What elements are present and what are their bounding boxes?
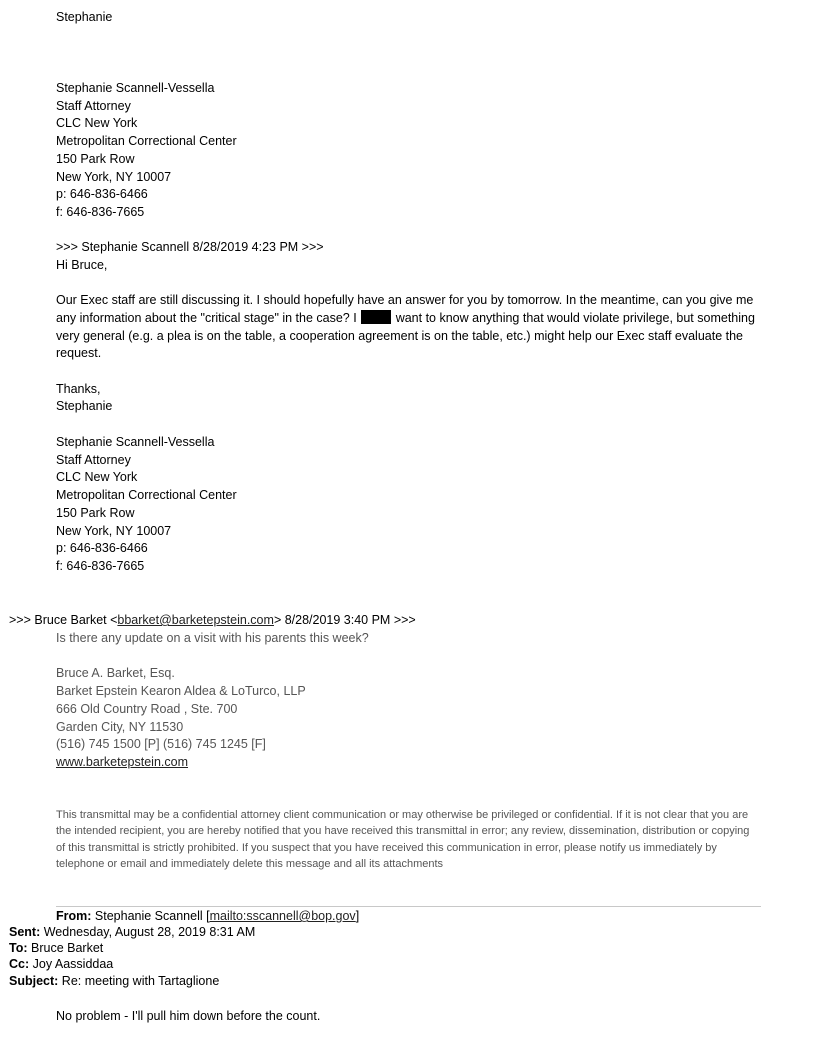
signature-city: New York, NY 10007	[56, 523, 172, 538]
signature-name: Stephanie Scannell-Vessella	[56, 81, 215, 95]
message-1	[56, 239, 761, 416]
signature-facility: Metropolitan Correctional Center	[56, 134, 237, 149]
subject-label: Subject:	[9, 973, 59, 988]
header-suffix: > 8/28/2019 3:40 PM >>>	[273, 613, 416, 627]
signature-block-2	[56, 434, 237, 576]
signature-block-1	[56, 80, 237, 222]
signature-org: CLC New York	[56, 116, 138, 131]
subject-value: Re: meeting with Tartaglione	[61, 973, 220, 988]
from-close: ]	[355, 909, 360, 923]
signature-org: CLC New York	[56, 470, 138, 485]
from-label: From:	[56, 909, 92, 923]
redaction-box	[361, 310, 391, 324]
disclaimer	[56, 807, 756, 872]
sig-street: 666 Old Country Road , Ste. 700	[56, 701, 238, 716]
message-2-header	[9, 612, 416, 630]
signoff-text: Stephanie	[56, 10, 113, 24]
greeting: Hi Bruce,	[56, 257, 108, 272]
top-signoff	[56, 9, 112, 27]
signoff: Stephanie	[56, 399, 113, 414]
signature-phone: p: 646-836-6466	[56, 187, 148, 202]
message-3-body	[56, 1008, 320, 1026]
message-body: Is there any update on a visit with his parents this week?	[56, 631, 369, 645]
cc-label: Cc:	[9, 957, 30, 972]
signature-fax: f: 646-836-7665	[56, 558, 145, 573]
signature-street: 150 Park Row	[56, 151, 135, 166]
message-header: >>> Stephanie Scannell 8/28/2019 4:23 PM >>>	[56, 240, 324, 254]
body-part-1: Our Exec staff are still discussing it. I should hopefully have an answer for you by tomorrow. In the meantime, can you give me any information about the "critical stage" in the case? I	[56, 293, 754, 325]
website-link[interactable]: www.barketepstein.com	[56, 754, 189, 769]
disclaimer-text: This transmittal may be a confidential attorney client communication or may otherwise be privileged or confidential. If it is not clear that you are the intended recipient, you are hereby notified that you have received this transmittal in error; any review, dissemination, distribution or copying of this transmittal is strictly prohibited. If you suspect that you have received this communication in error, please notify us immediately by telephone or email and immediately delete this message and all its attachments	[56, 809, 750, 870]
sig-firm: Barket Epstein Kearon Aldea & LoTurco, LLP	[56, 684, 306, 699]
signature-phone: p: 646-836-6466	[56, 541, 148, 556]
from-mailto-link[interactable]: mailto:sscannell@bop.gov	[209, 909, 356, 923]
sender-email-link[interactable]: bbarket@barketepstein.com	[117, 613, 274, 627]
to-label: To:	[9, 941, 28, 956]
to-value: Bruce Barket	[31, 941, 104, 956]
message-body	[56, 292, 761, 363]
sig-name: Bruce A. Barket, Esq.	[56, 666, 175, 681]
sent-label: Sent:	[9, 925, 41, 939]
body-part-2: want to know anything that would violate privilege, but something very general (e.g. a plea is on the table, a cooperation agreement is on the table, etc.) might help our Exec staff evaluate the request.	[56, 310, 755, 361]
thanks: Thanks,	[56, 381, 101, 396]
signature-city: New York, NY 10007	[56, 169, 172, 184]
signature-street: 150 Park Row	[56, 505, 135, 520]
signature-title: Staff Attorney	[56, 98, 131, 113]
signature-name: Stephanie Scannell-Vessella	[56, 435, 215, 449]
signature-fax: f: 646-836-7665	[56, 204, 145, 219]
from-value: Stephanie Scannell [	[94, 909, 210, 923]
sent-value: Wednesday, August 28, 2019 8:31 AM	[43, 925, 256, 939]
header-prefix: >>> Bruce Barket <	[9, 613, 118, 627]
sig-phones: (516) 745 1500 [P] (516) 745 1245 [F]	[56, 737, 266, 752]
message-3-from-line	[56, 908, 359, 924]
message-body: No problem - I'll pull him down before the count.	[56, 1009, 321, 1023]
signature-title: Staff Attorney	[56, 452, 131, 467]
signature-facility: Metropolitan Correctional Center	[56, 488, 237, 503]
message-2	[56, 630, 369, 772]
cc-value: Joy Aassiddaa	[32, 957, 114, 972]
header-divider	[56, 906, 761, 907]
sig-city: Garden City, NY 11530	[56, 719, 184, 734]
message-3-headers	[9, 924, 255, 989]
